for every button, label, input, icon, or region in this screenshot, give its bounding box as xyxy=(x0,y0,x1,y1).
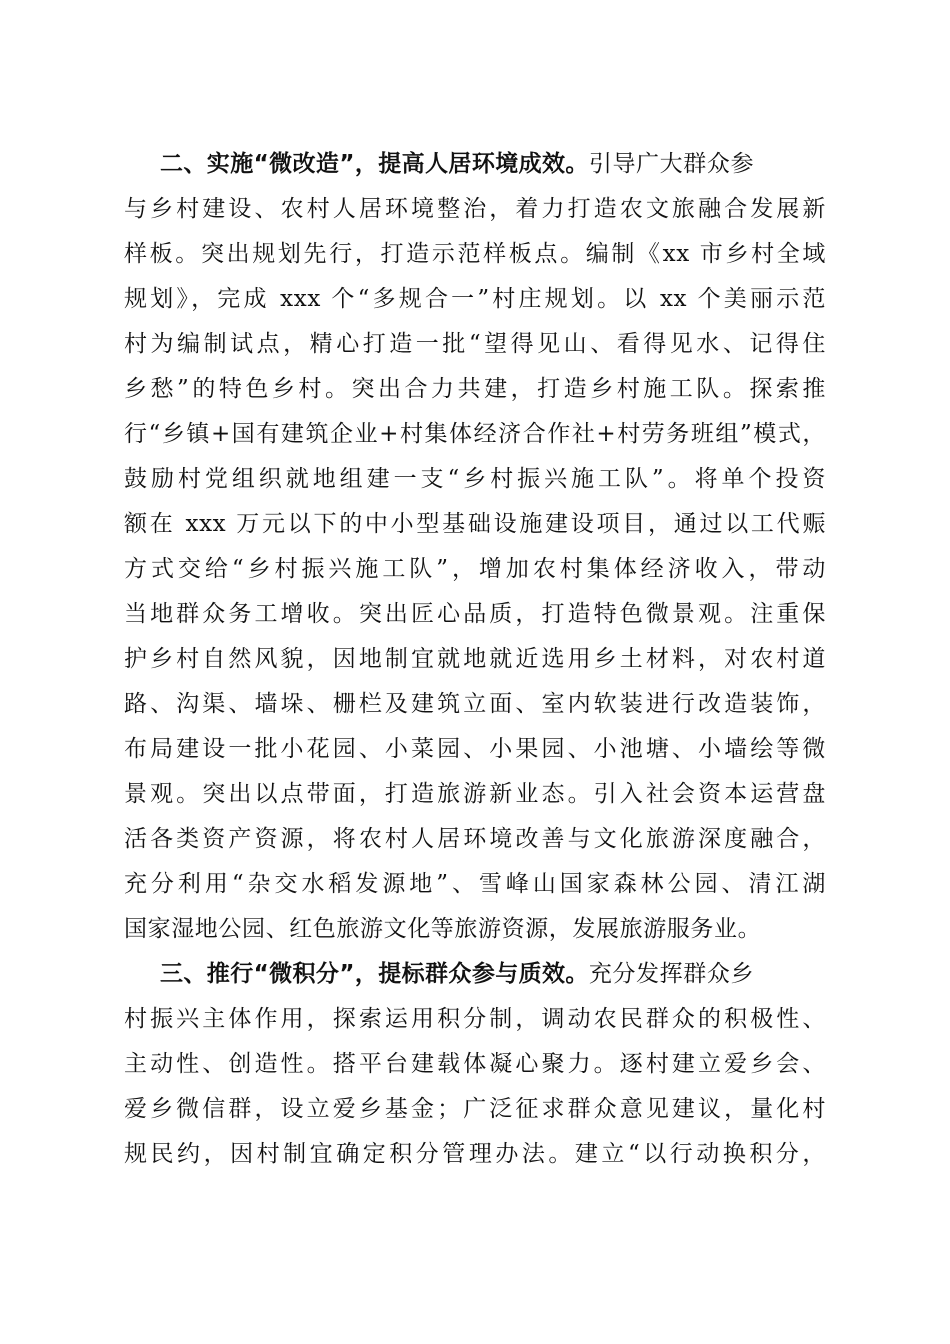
text-line: 方式交给“乡村振兴施工队”，增加农村集体经济收入，带动 xyxy=(124,556,826,582)
text-line: 规划》，完成 xxx 个“多规合一”村庄规划。以 xx 个美丽示范 xyxy=(124,286,826,312)
document-body xyxy=(124,142,826,1177)
text-line: 路、沟渠、墙垛、栅栏及建筑立面、室内软装进行改造装饰， xyxy=(124,691,826,717)
paragraph-2-lead-text: 引导广大群众参 xyxy=(588,151,755,177)
paragraph-3-lead-text: 充分发挥群众乡 xyxy=(588,961,755,987)
text-line: 主动性、创造性。搭平台建载体凝心聚力。逐村建立爱乡会、 xyxy=(124,1051,826,1077)
text-line-last: 国家湿地公园、红色旅游文化等旅游资源，发展旅游服务业。 xyxy=(124,916,762,942)
paragraph-2-first-line xyxy=(124,142,826,187)
text-line: 爱乡微信群，设立爱乡基金；广泛征求群众意见建议，量化村 xyxy=(124,1096,826,1122)
text-line: 村为编制试点，精心打造一批“望得见山、看得见水、记得住 xyxy=(124,331,826,357)
text-line: 景观。突出以点带面，打造旅游新业态。引入社会资本运营盘 xyxy=(124,781,826,807)
text-line: 活各类资产资源，将农村人居环境改善与文化旅游深度融合， xyxy=(124,826,826,852)
text-line: 样板。突出规划先行，打造示范样板点。编制《xx 市乡村全域 xyxy=(124,241,826,267)
paragraph-2-heading: 二、实施“微改造”，提高人居环境成效。 xyxy=(160,151,589,177)
text-line: 村振兴主体作用，探索运用积分制，调动农民群众的积极性、 xyxy=(124,1006,826,1032)
text-line: 额在 xxx 万元以下的中小型基础设施建设项目，通过以工代赈 xyxy=(124,511,826,537)
text-line: 与乡村建设、农村人居环境整治，着力打造农文旅融合发展新 xyxy=(124,196,826,222)
text-line: 行“乡镇+国有建筑企业+村集体经济合作社+村劳务班组”模式， xyxy=(124,421,826,447)
text-line: 护乡村自然风貌，因地制宜就地就近选用乡土材料，对农村道 xyxy=(124,646,826,672)
text-line: 规民约，因村制宜确定积分管理办法。建立“以行动换积分， xyxy=(124,1141,826,1167)
text-line: 乡愁”的特色乡村。突出合力共建，打造乡村施工队。探索推 xyxy=(124,376,826,402)
text-line: 布局建设一批小花园、小菜园、小果园、小池塘、小墙绘等微 xyxy=(124,736,826,762)
text-line: 充分利用“杂交水稻发源地”、雪峰山国家森林公园、清江湖 xyxy=(124,871,826,897)
text-line: 鼓励村党组织就地组建一支“乡村振兴施工队”。将单个投资 xyxy=(124,466,826,492)
paragraph-3-first-line xyxy=(124,952,826,997)
paragraph-3-heading: 三、推行“微积分”，提标群众参与质效。 xyxy=(160,961,589,987)
text-line: 当地群众务工增收。突出匠心品质，打造特色微景观。注重保 xyxy=(124,601,826,627)
